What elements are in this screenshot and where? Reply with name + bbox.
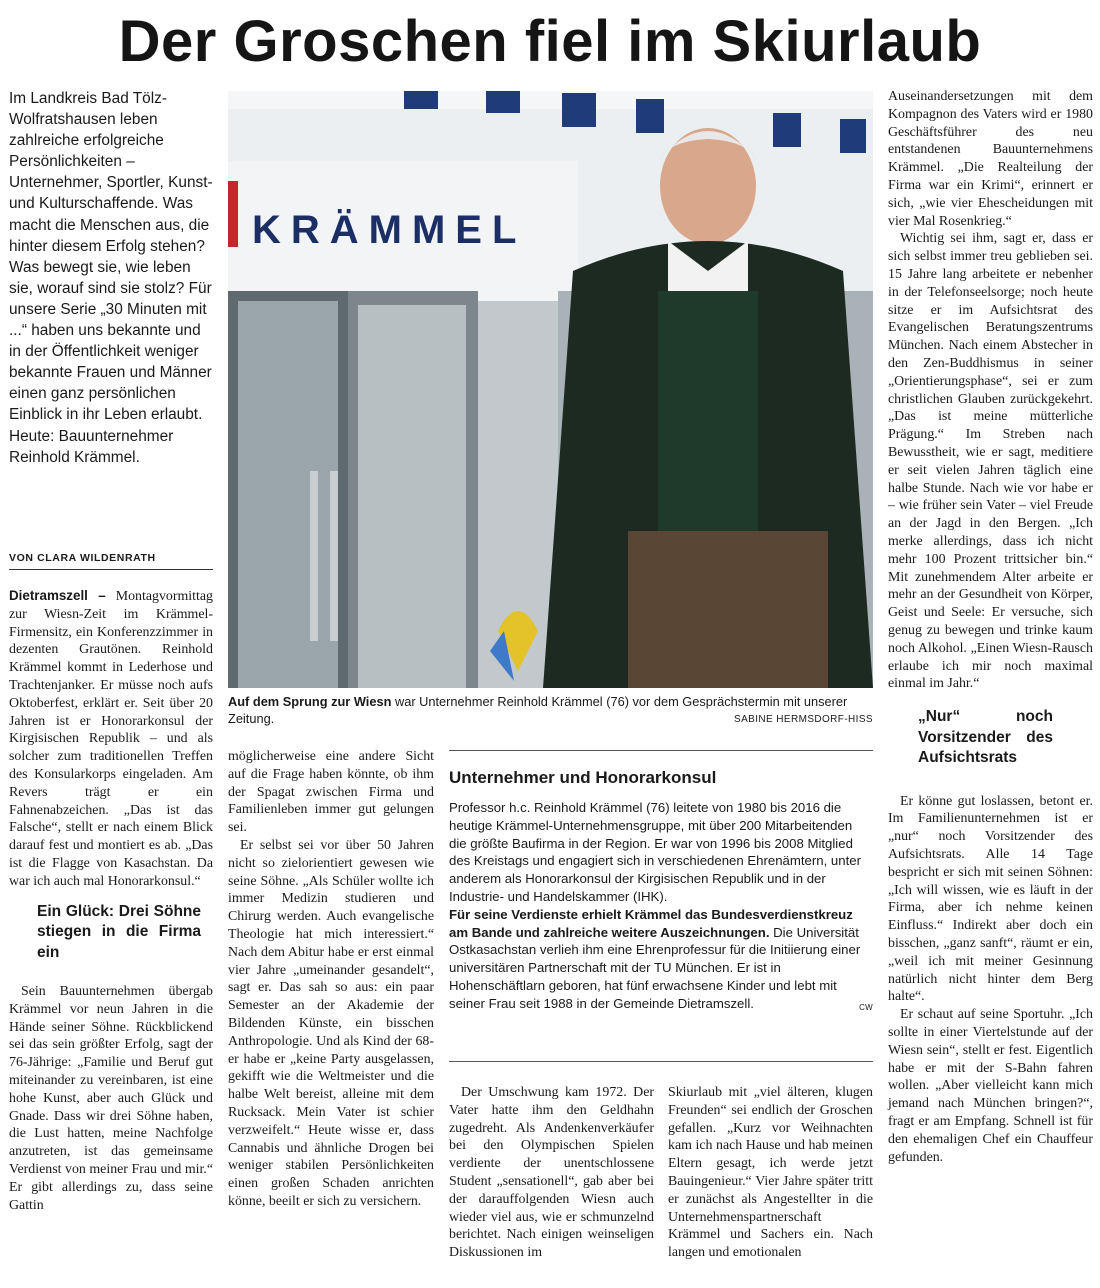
subhead-drei-soehne: Ein Glück: Drei Söhne stiegen in die Firma ein (37, 902, 201, 961)
byline: VON CLARA WILDENRATH (9, 552, 213, 570)
column-5-paragraph-2: Wichtig sei ihm, sagt er, dass er sich selbst immer treu geblieben sei. 15 Jahre lang arbeitete er nebenher in der Telefonseelsorge; noch heute sitze er im Aufsichtsrat des Evangelischen Beratungszentrums München. Nach einem Abstecher in den Zen-Buddhismus in seiner „Orientierungsphase“, sei er zum christlichen Glauben zurückgekehrt. „Das ist meine mütterliche Prägung.“ Im Streben nach Bewusstheit, wie er sagt, meditiere er seit vielen Jahren täglich eine halbe Stunde. Nach wie vor habe er – wie früher sein Vater – viel Freude an der Jagd in den Bergen. „Ich merke allerdings, dass ich nicht mehr 100 Prozent trittsicher bin.“ Mit zunehmendem Alter arbeite er mehr an der Gesundheit von Körper, Geist und Seele: Er versuche, sich genug zu bewegen und trinke kaum noch Alkohol. „Einen Wiesn-Rausch erlaube ich mir noch maximal einmal im Jahr.“ (888, 231, 1093, 692)
infobox-title: Unternehmer und Honorarkonsul (449, 768, 717, 787)
column-1-paragraph-2: Sein Bauunternehmen übergab Krämmel vor neun Jahren in die Hände seiner Söhne. Rückblickend sei das sein größter Erfolg, sagt der 76-Jährige: „Familie und Beruf gut miteinander zu vereinbaren, ist eine hohe Kunst, aber auch Glück und Gnade. Dass wir drei Söhne haben, die Lust hatten, meine Nachfolge anzutreten, ist das gemeinsame Verdienst von meiner Frau und mir.“ Er gibt allerdings zu, dass seine Gattin (9, 984, 213, 1213)
infobox-top-rule (449, 750, 873, 751)
intro-text: Im Landkreis Bad Tölz-Wolfratshausen leben zahlreiche erfolgreiche Persönlichkeiten – Unternehmer, Sportler, Kunst- und Kulturschaffende. Was macht die Menschen aus, die hinter diesem Erfolg stehen? Was bewegt sie, wie leben sie, worauf sind sie stolz? Für unsere Serie „30 Minuten mit ...“ haben uns bekannte und in der Öffentlichkeit weniger bekannte Frauen und Männer einen ganz persönlichen Einblick in ihr Leben erlaubt. Heute: Bauunternehmer Reinhold Krämmel. (9, 90, 213, 466)
column-5 (888, 88, 1093, 1166)
column-2-paragraph-1: möglicherweise eine andere Sicht auf die Frage haben könnte, ob ihm der Spagat zwischen Firma und Familienleben immer gut gelungen sei. (228, 749, 434, 836)
column-5-paragraph-4: Er schaut auf seine Sportuhr. „Ich sollte in einer Viertelstunde auf der Wiesn sein“, stellt er fest. Eigentlich habe er mit der S-Bahn fahren wollen. „Aber vielleicht kann mich jemand nach München bringen?“, fragt er am Empfang. Schnell ist für den ehemaligen Chef ein Chauffeur gefunden. (888, 1007, 1093, 1165)
portrait-photo (228, 91, 873, 688)
company-sign: KRÄMMEL (252, 208, 527, 252)
photo (228, 91, 873, 688)
subhead-vorsitzender: „Nur“ noch Vorsitzender des Aufsichtsrats (918, 708, 1053, 767)
column-1 (9, 587, 213, 1214)
column-4 (668, 1084, 873, 1262)
column-3-paragraph-1: Der Umschwung kam 1972. Der Vater hatte ihm den Geldhahn zugedreht. Als Andenkenverkäufer bei den Olympischen Spielen verdiente der unentschlossene Student „sensationell“, gab aber bei der darauffolgenden Wiesn auch wieder viel aus, wie er schmunzelnd berichtet. Nach einigen weinseligen Diskussionen im (449, 1085, 654, 1261)
dateline: Dietramszell – (9, 588, 106, 603)
infobox-paragraph-2: Für seine Verdienste erhielt Krämmel das Bundesverdienstkreuz am Bande und zahlreiche weitere Auszeichnungen. Die Universität Ostkasachstan verlieh ihm eine Ehrenprofessur für die Initiierung einer universitären Partnerschaft mit der TU München. Er ist in Hohenschäftlarn geboren, hat fünf erwachsene Kinder und lebt mit seiner Frau seit 1988 in der Gemeinde Dietramszell. CW (449, 906, 873, 1013)
infobox-body (449, 799, 873, 1017)
infobox-initials: CW (859, 1002, 873, 1012)
headline: Der Groschen fiel im Skiurlaub (118, 9, 982, 74)
column-4-paragraph-1: Skiurlaub mit „viel älteren, klugen Freunden“ sei endlich der Groschen gefallen. „Kurz vor Weihnachten kam ich nach Hause und hab meinen Eltern gesagt, ich werde jetzt Bauingenieur.“ Vier Jahre später tritt er zunächst als Angestellter in die Unternehmenspartnerschaft Krämmel und Sachers ein. Nach langen und emotionalen (668, 1085, 873, 1261)
column-2-paragraph-2: Er selbst sei vor über 50 Jahren nicht so zielorientiert gewesen wie seine Söhne. „Als Schüler wollte ich immer Medizin studieren und Chirurg werden. Auch evangelische Theologie hat mich interessiert.“ Nach dem Abitur habe er erst einmal vier Jahre „umeinander gesandelt“, sagt er. Das sah so aus: ein paar Semester an der Akademie der Bildenden Künste, ein bisschen Anthropologie. Und als Kind der 68-er habe er „keine Party ausgelassen, gekifft wie die Weltmeister und die halbe Welt bereist, alleine mit dem Rucksack. Mein Vater ist schier verzweifelt.“ Heute wisse er, dass Cannabis und ähnliche Drogen bei weniger stabilen Persönlichkeiten einen großen Schaden anrichten könne, beeilt er sich zu versichern. (228, 837, 434, 1209)
column-3 (449, 1084, 654, 1262)
caption-lead: Auf dem Sprung zur Wiesn (228, 694, 392, 709)
infobox-paragraph-1: Professor h.c. Reinhold Krämmel (76) leitete von 1980 bis 2016 die heutige Krämmel-Unternehmensgruppe, mit über 200 Mitarbeitenden die größte Baufirma in der Region. Er war von 1996 bis 2008 Mitglied des Kreistags und engagiert sich in verschiedenen Ehrenämtern, unter anderem als Honorarkonsul der Kirgisischen Republik und in der Industrie- und Handelskammer (IHK). (449, 800, 861, 904)
photo-caption (228, 693, 873, 728)
infobox-bottom-rule (449, 1061, 873, 1062)
column-5-paragraph-3: Er könne gut loslassen, betont er. Im Familienunternehmen ist er „nur“ noch Vorsitzender des Aufsichtsrats. Alle 14 Tage bespricht er sich mit seinen Söhnen: „Ich will wissen, wie es läuft in der Firma, aber ich nehme keinen Einfluss.“ Indirekt aber doch ein bisschen, „ganz sanft“, räumt er ein, „weil ich mit meiner Gesinnung natürlich nicht hinter dem Berg halte“. (888, 793, 1093, 1005)
column-5-paragraph-1: Auseinandersetzungen mit dem Kompagnon des Vaters wird er 1980 Geschäftsführer des neu entstandenen Bauunternehmens Krämmel. „Die Realteilung der Firma war ein Krimi“, erinnert er sich, „wie vier Ehescheidungen mit vier Mal Rosenkrieg.“ (888, 89, 1093, 229)
column-2 (228, 748, 434, 1211)
photo-credit: SABINE HERMSDORF-HISS (734, 714, 873, 725)
column-1-paragraph-1: Dietramszell – Montagvormittag zur Wiesn-Zeit im Krämmel-Firmensitz, ein Konferenzzimmer in dezenten Grautönen. Reinhold Krämmel kommt in Lederhose und Trachtenjanker. Er müsse noch aufs Oktoberfest, erklärt er. Seit über 20 Jahren ist er Honorarkonsul der Kirgisischen Republik – und als solcher zum traditionellen Treffen des Konsularkorps eingeladen. Am Revers trägt er ein Fahnenabzeichen. „Das ist das Falsche“, stellt er nach einem Blick darauf fest und montiert es ab. „Das ist die Flagge von Kasachstan. Da war ich auch mal Honorarkonsul.“ (9, 588, 213, 889)
caption-text: war Unternehmer Reinhold Krämmel (76) vor dem Gesprächstermin mit unserer Zeitung. (228, 694, 848, 726)
